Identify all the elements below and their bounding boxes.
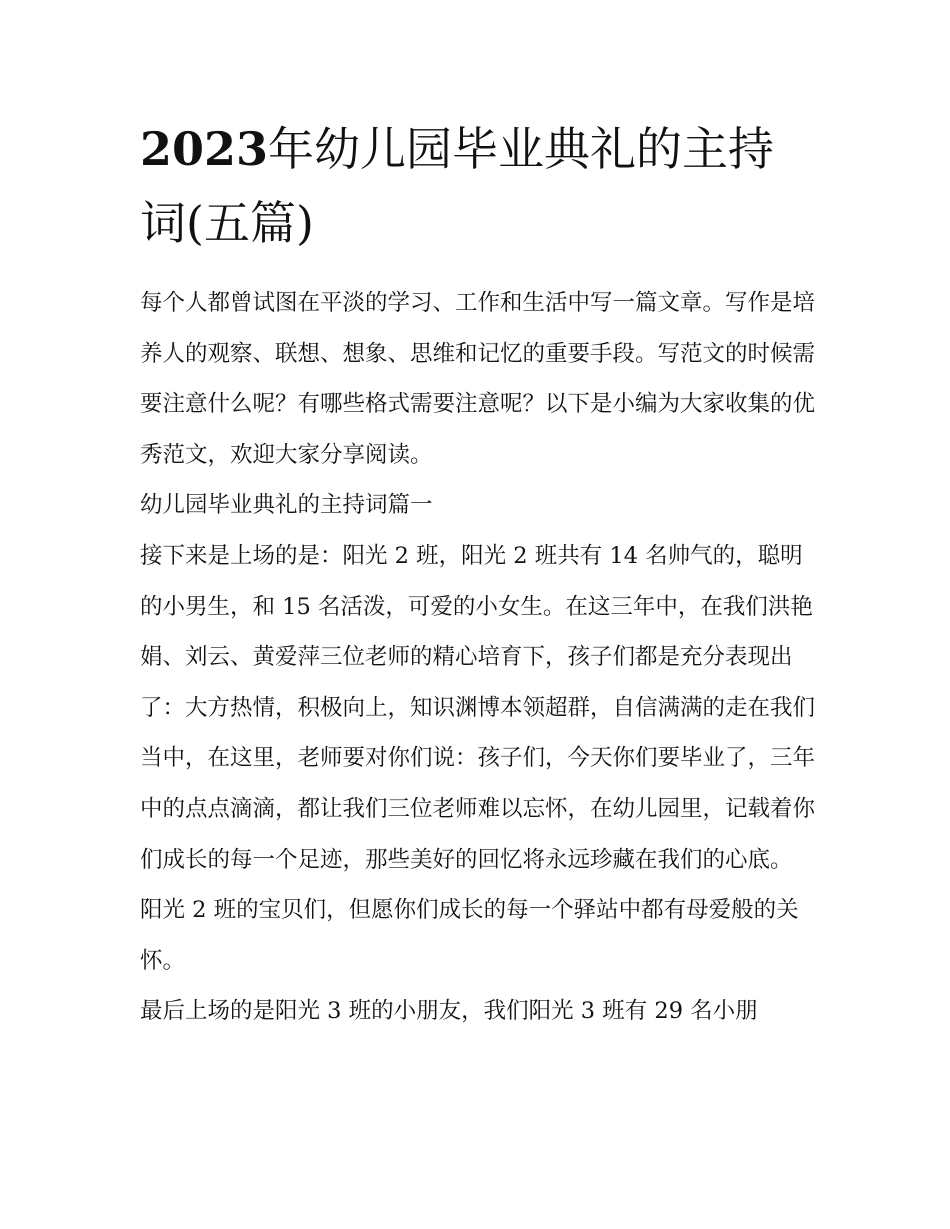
document-body [140,278,820,1037]
body-paragraph: 最后上场的是阳光 3 班的小朋友，我们阳光 3 班有 29 名小朋 [140,998,758,1025]
section-heading: 幼儿园毕业典礼的主持词篇一 [140,492,433,519]
document-title [140,112,820,260]
intro-paragraph: 每个人都曾试图在平淡的学习、工作和生活中写一篇文章。写作是培养人的观察、联想、想象、思维和记忆的重要手段。写范文的时候需要注意什么呢？有哪些格式需要注意呢？以下是小编为大家收集的优秀范文，欢迎大家分享阅读。 [140,290,816,468]
title-text: 年幼儿园毕业典礼的主持词(五篇) [140,122,775,250]
body-paragraph: 接下来是上场的是：阳光 2 班，阳光 2 班共有 14 名帅气的，聪明的小男生，和 15 名活泼，可爱的小女生。在这三年中，在我们洪艳娟、刘云、黄爱萍三位老师的精心培育下，孩子们都是充分表现出了：大方热情，积极向上，知识渊博本领超群，自信满满的走在我们当中，在这里，老师要对你们说：孩子们，今天你们要毕业了，三年中的点点滴滴，都让我们三位老师难以忘怀，在幼儿园里，记载着你们成长的每一个足迹，那些美好的回忆将永远珍藏在我们的心底。 [140,542,816,873]
body-paragraph: 阳光 2 班的宝贝们，但愿你们成长的每一个驿站中都有母爱般的关怀。 [140,897,799,974]
title-year: 2023 [140,122,269,176]
